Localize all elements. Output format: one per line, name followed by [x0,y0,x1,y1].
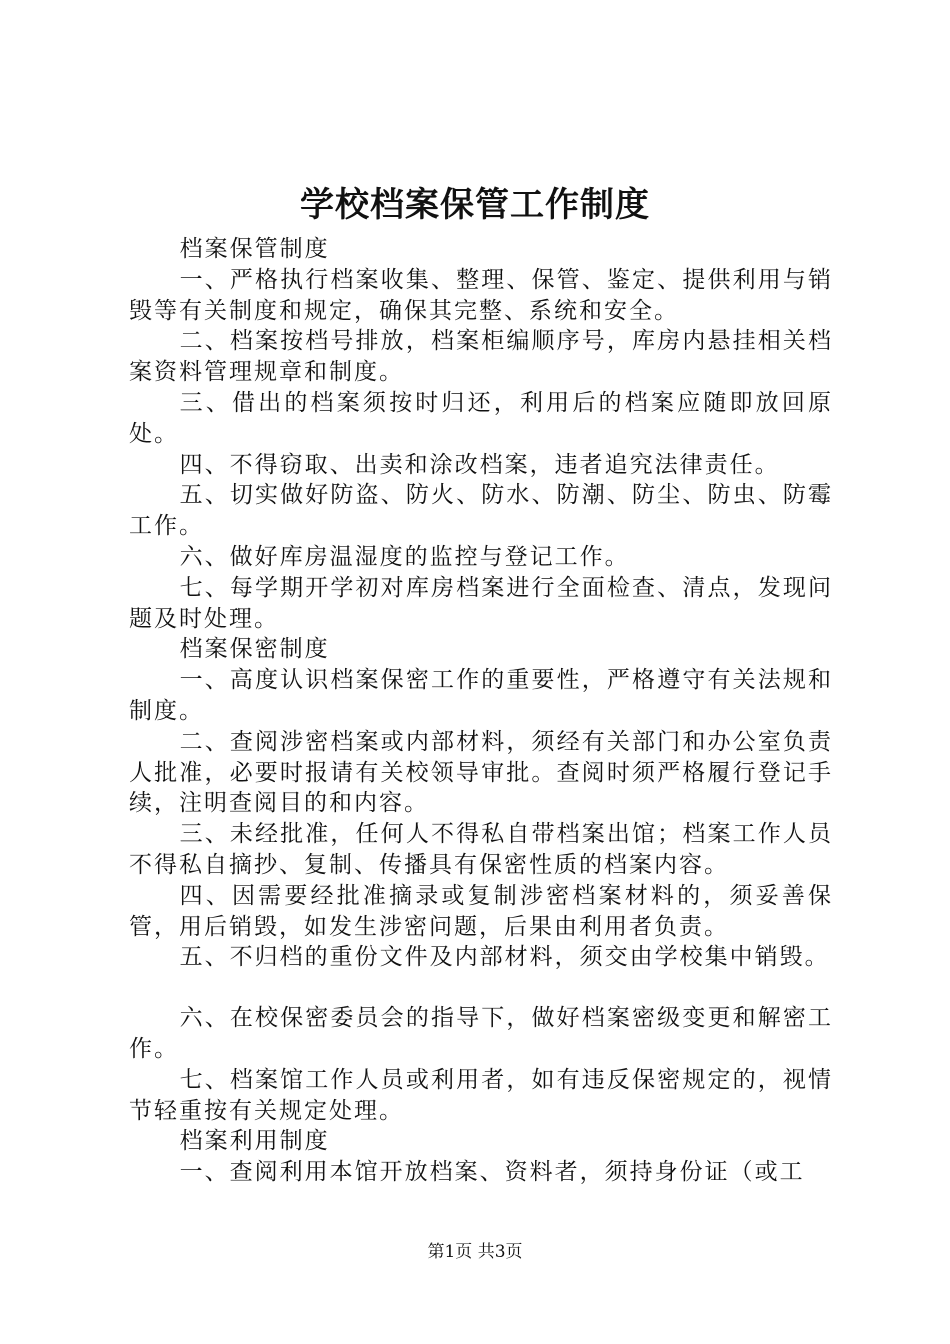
paragraph: 六、做好库房温湿度的监控与登记工作。 [179,543,630,570]
paragraph: 七、档案馆工作人员或利用者，如有违反保密规定的，视情节轻重按有关规定处理。 [129,1066,833,1124]
paragraph: 二、档案按档号排放，档案柜编顺序号，库房内悬挂相关档案资料管理规章和制度。 [129,328,833,386]
paragraph: 二、查阅涉密档案或内部材料，须经有关部门和办公室负责人批准，必要时报请有关校领导审批。查阅时须严格履行登记手续，注明查阅目的和内容。 [129,728,833,817]
paragraph: 一、严格执行档案收集、整理、保管、鉴定、提供利用与销毁等有关制度和规定，确保其完整、系统和安全。 [129,266,833,324]
blank-line [129,973,833,1003]
paragraph: 四、因需要经批准摘录或复制涉密档案材料的，须妥善保管，用后销毁，如发生涉密问题，后果由利用者负责。 [129,882,833,940]
document-body [129,234,833,1188]
document-title: 学校档案保管工作制度 [300,185,650,225]
paragraph: 五、不归档的重份文件及内部材料，须交由学校集中销毁。 [179,944,830,971]
section-heading-storage: 档案保管制度 [179,236,330,262]
section-heading-confidentiality: 档案保密制度 [179,636,330,663]
paragraph: 三、借出的档案须按时归还，利用后的档案应随即放回原处。 [129,389,833,447]
paragraph: 一、查阅利用本馆开放档案、资料者，须持身份证（或工 [179,1159,805,1186]
paragraph: 五、切实做好防盗、防火、防水、防潮、防尘、防虫、防霉工作。 [129,482,833,540]
paragraph: 七、每学期开学初对库房档案进行全面检查、清点，发现问题及时处理。 [129,574,833,632]
section-heading-usage: 档案利用制度 [179,1128,330,1155]
paragraph: 一、高度认识档案保密工作的重要性，严格遵守有关法规和制度。 [129,667,833,724]
paragraph: 三、未经批准，任何人不得私自带档案出馆；档案工作人员不得私自摘抄、复制、传播具有保密性质的档案内容。 [129,821,833,878]
page-footer: 第1页 共3页 [427,1242,523,1262]
paragraph: 四、不得窃取、出卖和涂改档案，违者追究法律责任。 [179,451,780,478]
paragraph: 六、在校保密委员会的指导下，做好档案密级变更和解密工作。 [129,1005,833,1062]
